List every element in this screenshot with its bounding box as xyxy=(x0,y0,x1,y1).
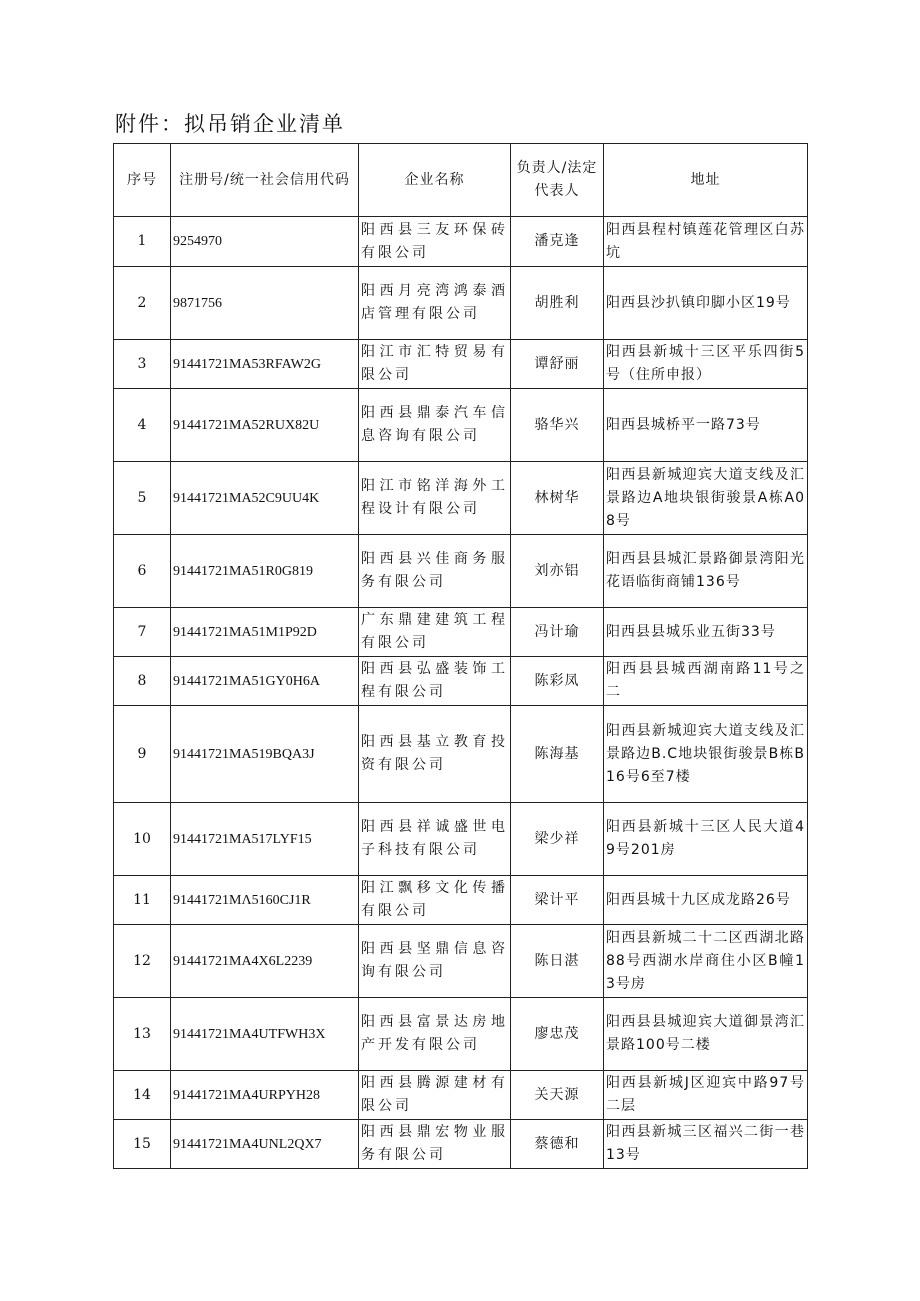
table-header-row xyxy=(114,144,808,217)
row-company-name: 阳江市铭洋海外工程设计有限公司 xyxy=(359,462,511,535)
row-code: 91441721MA51M1P92D xyxy=(171,608,359,657)
revocation-table xyxy=(113,143,808,1169)
row-person: 潘克逢 xyxy=(511,217,604,267)
row-person: 陈日湛 xyxy=(511,925,604,998)
header-address: 地址 xyxy=(604,144,808,217)
row-code: 91441721MA53RFAW2G xyxy=(171,340,359,389)
document-title: 附件：拟吊销企业清单 xyxy=(115,112,345,136)
row-person: 陈彩凤 xyxy=(511,657,604,706)
header-seq: 序号 xyxy=(114,144,171,217)
row-company-name: 阳西县鼎宏物业服务有限公司 xyxy=(359,1120,511,1169)
row-address: 阳西县新城J区迎宾中路97号二层 xyxy=(604,1071,808,1120)
row-company-name: 阳西县三友环保砖有限公司 xyxy=(359,217,511,267)
row-company-name: 阳西县富景达房地产开发有限公司 xyxy=(359,998,511,1071)
row-company-name: 广东鼎建建筑工程有限公司 xyxy=(359,608,511,657)
table-row xyxy=(114,389,808,462)
row-code: 91441721MA4X6L2239 xyxy=(171,925,359,998)
row-person: 谭舒丽 xyxy=(511,340,604,389)
row-seq: 8 xyxy=(114,657,171,706)
row-address: 阳西县城桥平一路73号 xyxy=(604,389,808,462)
table-row xyxy=(114,535,808,608)
row-company-name: 阳西县坚鼎信息咨询有限公司 xyxy=(359,925,511,998)
row-seq: 10 xyxy=(114,803,171,876)
table-row xyxy=(114,340,808,389)
row-address: 阳西县新城三区福兴二街一巷13号 xyxy=(604,1120,808,1169)
row-person: 刘亦铝 xyxy=(511,535,604,608)
row-person: 骆华兴 xyxy=(511,389,604,462)
row-address: 阳西县县城乐业五街33号 xyxy=(604,608,808,657)
table-row xyxy=(114,608,808,657)
table-row xyxy=(114,267,808,340)
row-address: 阳西县新城迎宾大道支线及汇景路边A地块银街骏景A栋A08号 xyxy=(604,462,808,535)
table-row xyxy=(114,1071,808,1120)
row-code: 91441721MA4URPYH28 xyxy=(171,1071,359,1120)
row-seq: 9 xyxy=(114,706,171,803)
row-company-name: 阳西县祥诚盛世电子科技有限公司 xyxy=(359,803,511,876)
row-code: 91441721MA4UTFWH3X xyxy=(171,998,359,1071)
table-row xyxy=(114,657,808,706)
row-code: 91441721MA52RUX82U xyxy=(171,389,359,462)
row-seq: 14 xyxy=(114,1071,171,1120)
row-company-name: 阳江市汇特贸易有限公司 xyxy=(359,340,511,389)
row-address: 阳西县新城十三区平乐四街5号（住所申报） xyxy=(604,340,808,389)
row-address: 阳西县县城迎宾大道御景湾汇景路100号二楼 xyxy=(604,998,808,1071)
row-seq: 6 xyxy=(114,535,171,608)
row-company-name: 阳西县兴佳商务服务有限公司 xyxy=(359,535,511,608)
row-seq: 12 xyxy=(114,925,171,998)
header-code: 注册号/统一社会信用代码 xyxy=(171,144,359,217)
row-code: 91441721MA519BQA3J xyxy=(171,706,359,803)
row-seq: 7 xyxy=(114,608,171,657)
row-code: 91441721MΛ5160CJ1R xyxy=(171,876,359,925)
row-company-name: 阳西县基立教育投资有限公司 xyxy=(359,706,511,803)
table-row xyxy=(114,803,808,876)
table-row xyxy=(114,998,808,1071)
row-seq: 2 xyxy=(114,267,171,340)
row-company-name: 阳西县弘盛装饰工程有限公司 xyxy=(359,657,511,706)
row-code: 91441721MA51GY0H6A xyxy=(171,657,359,706)
row-address: 阳西县新城二十二区西湖北路88号西湖水岸商住小区B幢13号房 xyxy=(604,925,808,998)
row-company-name: 阳西月亮湾鸿泰酒店管理有限公司 xyxy=(359,267,511,340)
header-name: 企业名称 xyxy=(359,144,511,217)
table-row xyxy=(114,706,808,803)
table-row xyxy=(114,876,808,925)
row-address: 阳西县程村镇莲花管理区白苏坑 xyxy=(604,217,808,267)
row-seq: 4 xyxy=(114,389,171,462)
row-person: 冯计瑜 xyxy=(511,608,604,657)
table-row xyxy=(114,1120,808,1169)
row-address: 阳西县沙扒镇印脚小区19号 xyxy=(604,267,808,340)
row-person: 梁计平 xyxy=(511,876,604,925)
table-row xyxy=(114,217,808,267)
row-person: 关天源 xyxy=(511,1071,604,1120)
row-address: 阳西县县城汇景路御景湾阳光花语临街商铺136号 xyxy=(604,535,808,608)
row-company-name: 阳西县鼎泰汽车信息咨询有限公司 xyxy=(359,389,511,462)
table-row xyxy=(114,925,808,998)
row-code: 9254970 xyxy=(171,217,359,267)
row-person: 林树华 xyxy=(511,462,604,535)
row-code: 91441721MA517LYF15 xyxy=(171,803,359,876)
row-person: 梁少祥 xyxy=(511,803,604,876)
row-seq: 5 xyxy=(114,462,171,535)
row-address: 阳西县新城十三区人民大道49号201房 xyxy=(604,803,808,876)
row-company-name: 阳江飘移文化传播有限公司 xyxy=(359,876,511,925)
row-person: 陈海基 xyxy=(511,706,604,803)
table-row xyxy=(114,462,808,535)
row-person: 蔡德和 xyxy=(511,1120,604,1169)
row-code: 9871756 xyxy=(171,267,359,340)
row-address: 阳西县城十九区成龙路26号 xyxy=(604,876,808,925)
row-company-name: 阳西县腾源建材有限公司 xyxy=(359,1071,511,1120)
header-person: 负责人/法定代表人 xyxy=(511,144,604,217)
row-seq: 15 xyxy=(114,1120,171,1169)
row-person: 胡胜利 xyxy=(511,267,604,340)
row-seq: 11 xyxy=(114,876,171,925)
row-address: 阳西县新城迎宾大道支线及汇景路边B.C地块银街骏景B栋B16号6至7楼 xyxy=(604,706,808,803)
row-code: 91441721MA52C9UU4K xyxy=(171,462,359,535)
row-seq: 1 xyxy=(114,217,171,267)
row-code: 91441721MA4UNL2QX7 xyxy=(171,1120,359,1169)
row-person: 廖忠茂 xyxy=(511,998,604,1071)
row-code: 91441721MA51R0G819 xyxy=(171,535,359,608)
row-seq: 13 xyxy=(114,998,171,1071)
row-seq: 3 xyxy=(114,340,171,389)
row-address: 阳西县县城西湖南路11号之二 xyxy=(604,657,808,706)
